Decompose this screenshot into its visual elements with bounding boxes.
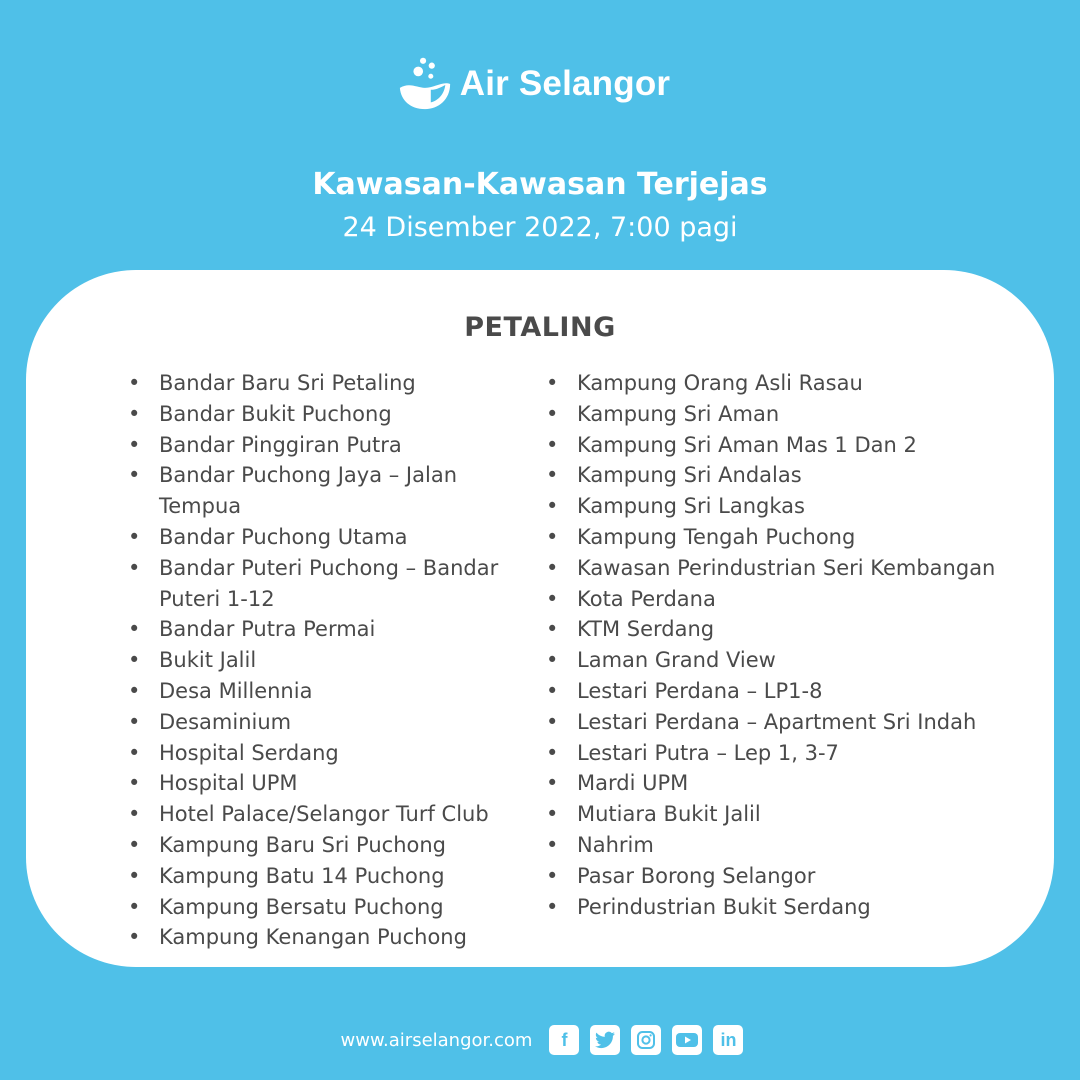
list-item: • Perindustrian Bukit Serdang — [544, 892, 1004, 923]
list-item: • Lestari Perdana – Apartment Sri Indah — [544, 707, 1004, 738]
region-heading: PETALING — [464, 312, 616, 343]
area-list-right — [544, 368, 1004, 922]
page-date: 24 Disember 2022, 7:00 pagi — [342, 212, 738, 243]
list-item: • Kampung Tengah Puchong — [544, 522, 1004, 553]
list-item: • Kampung Baru Sri Puchong — [126, 830, 506, 861]
area-list-left — [126, 368, 506, 953]
list-item: • Bandar Puteri Puchong – Bandar Puteri 1-12 — [126, 553, 506, 615]
list-item: • Hospital UPM — [126, 768, 506, 799]
list-item: • Bukit Jalil — [126, 645, 506, 676]
twitter-icon[interactable] — [590, 1025, 620, 1055]
list-item: • Bandar Pinggiran Putra — [126, 430, 506, 461]
website-link[interactable]: www.airselangor.com — [340, 1029, 533, 1051]
list-item: • Bandar Puchong Jaya – Jalan Tempua — [126, 460, 506, 522]
list-item: • Kampung Sri Aman Mas 1 Dan 2 — [544, 430, 1004, 461]
list-item: • Desaminium — [126, 707, 506, 738]
list-item: • Kota Perdana — [544, 584, 1004, 615]
list-item: • KTM Serdang — [544, 614, 1004, 645]
list-item: • Pasar Borong Selangor — [544, 861, 1004, 892]
brand-logo — [0, 52, 1080, 116]
facebook-glyph: f — [561, 1029, 568, 1050]
list-item: • Kampung Sri Langkas — [544, 491, 1004, 522]
list-item: • Kampung Sri Andalas — [544, 460, 1004, 491]
list-item: • Hotel Palace/Selangor Turf Club — [126, 799, 506, 830]
facebook-icon[interactable] — [549, 1025, 579, 1055]
linkedin-glyph: in — [720, 1029, 737, 1050]
instagram-icon[interactable] — [631, 1025, 661, 1055]
instagram-camera-icon — [636, 1030, 656, 1050]
list-item: • Kampung Kenangan Puchong — [126, 922, 506, 953]
list-item: • Desa Millennia — [126, 676, 506, 707]
brand-name: Air Selangor — [459, 64, 671, 103]
list-item: • Mardi UPM — [544, 768, 1004, 799]
list-item: • Kampung Sri Aman — [544, 399, 1004, 430]
water-splash-logo-icon — [396, 55, 454, 113]
list-item: • Bandar Baru Sri Petaling — [126, 368, 506, 399]
list-item: • Bandar Bukit Puchong — [126, 399, 506, 430]
page-title: Kawasan-Kawasan Terjejas — [312, 167, 768, 202]
list-item: • Lestari Perdana – LP1-8 — [544, 676, 1004, 707]
twitter-bird-icon — [595, 1031, 615, 1049]
affected-areas-card — [26, 270, 1054, 967]
list-item: • Bandar Putra Permai — [126, 614, 506, 645]
list-item: • Hospital Serdang — [126, 738, 506, 769]
youtube-play-icon — [676, 1032, 698, 1048]
youtube-icon[interactable] — [672, 1025, 702, 1055]
list-item: • Kampung Bersatu Puchong — [126, 892, 506, 923]
list-item: • Kampung Orang Asli Rasau — [544, 368, 1004, 399]
list-item: • Laman Grand View — [544, 645, 1004, 676]
list-item: • Mutiara Bukit Jalil — [544, 799, 1004, 830]
list-item: • Bandar Puchong Utama — [126, 522, 506, 553]
list-item: • Kampung Batu 14 Puchong — [126, 861, 506, 892]
list-item: • Nahrim — [544, 830, 1004, 861]
footer — [0, 1022, 1080, 1058]
list-item: • Lestari Putra – Lep 1, 3-7 — [544, 738, 1004, 769]
linkedin-icon[interactable] — [713, 1025, 743, 1055]
list-item: • Kawasan Perindustrian Seri Kembangan — [544, 553, 1004, 584]
